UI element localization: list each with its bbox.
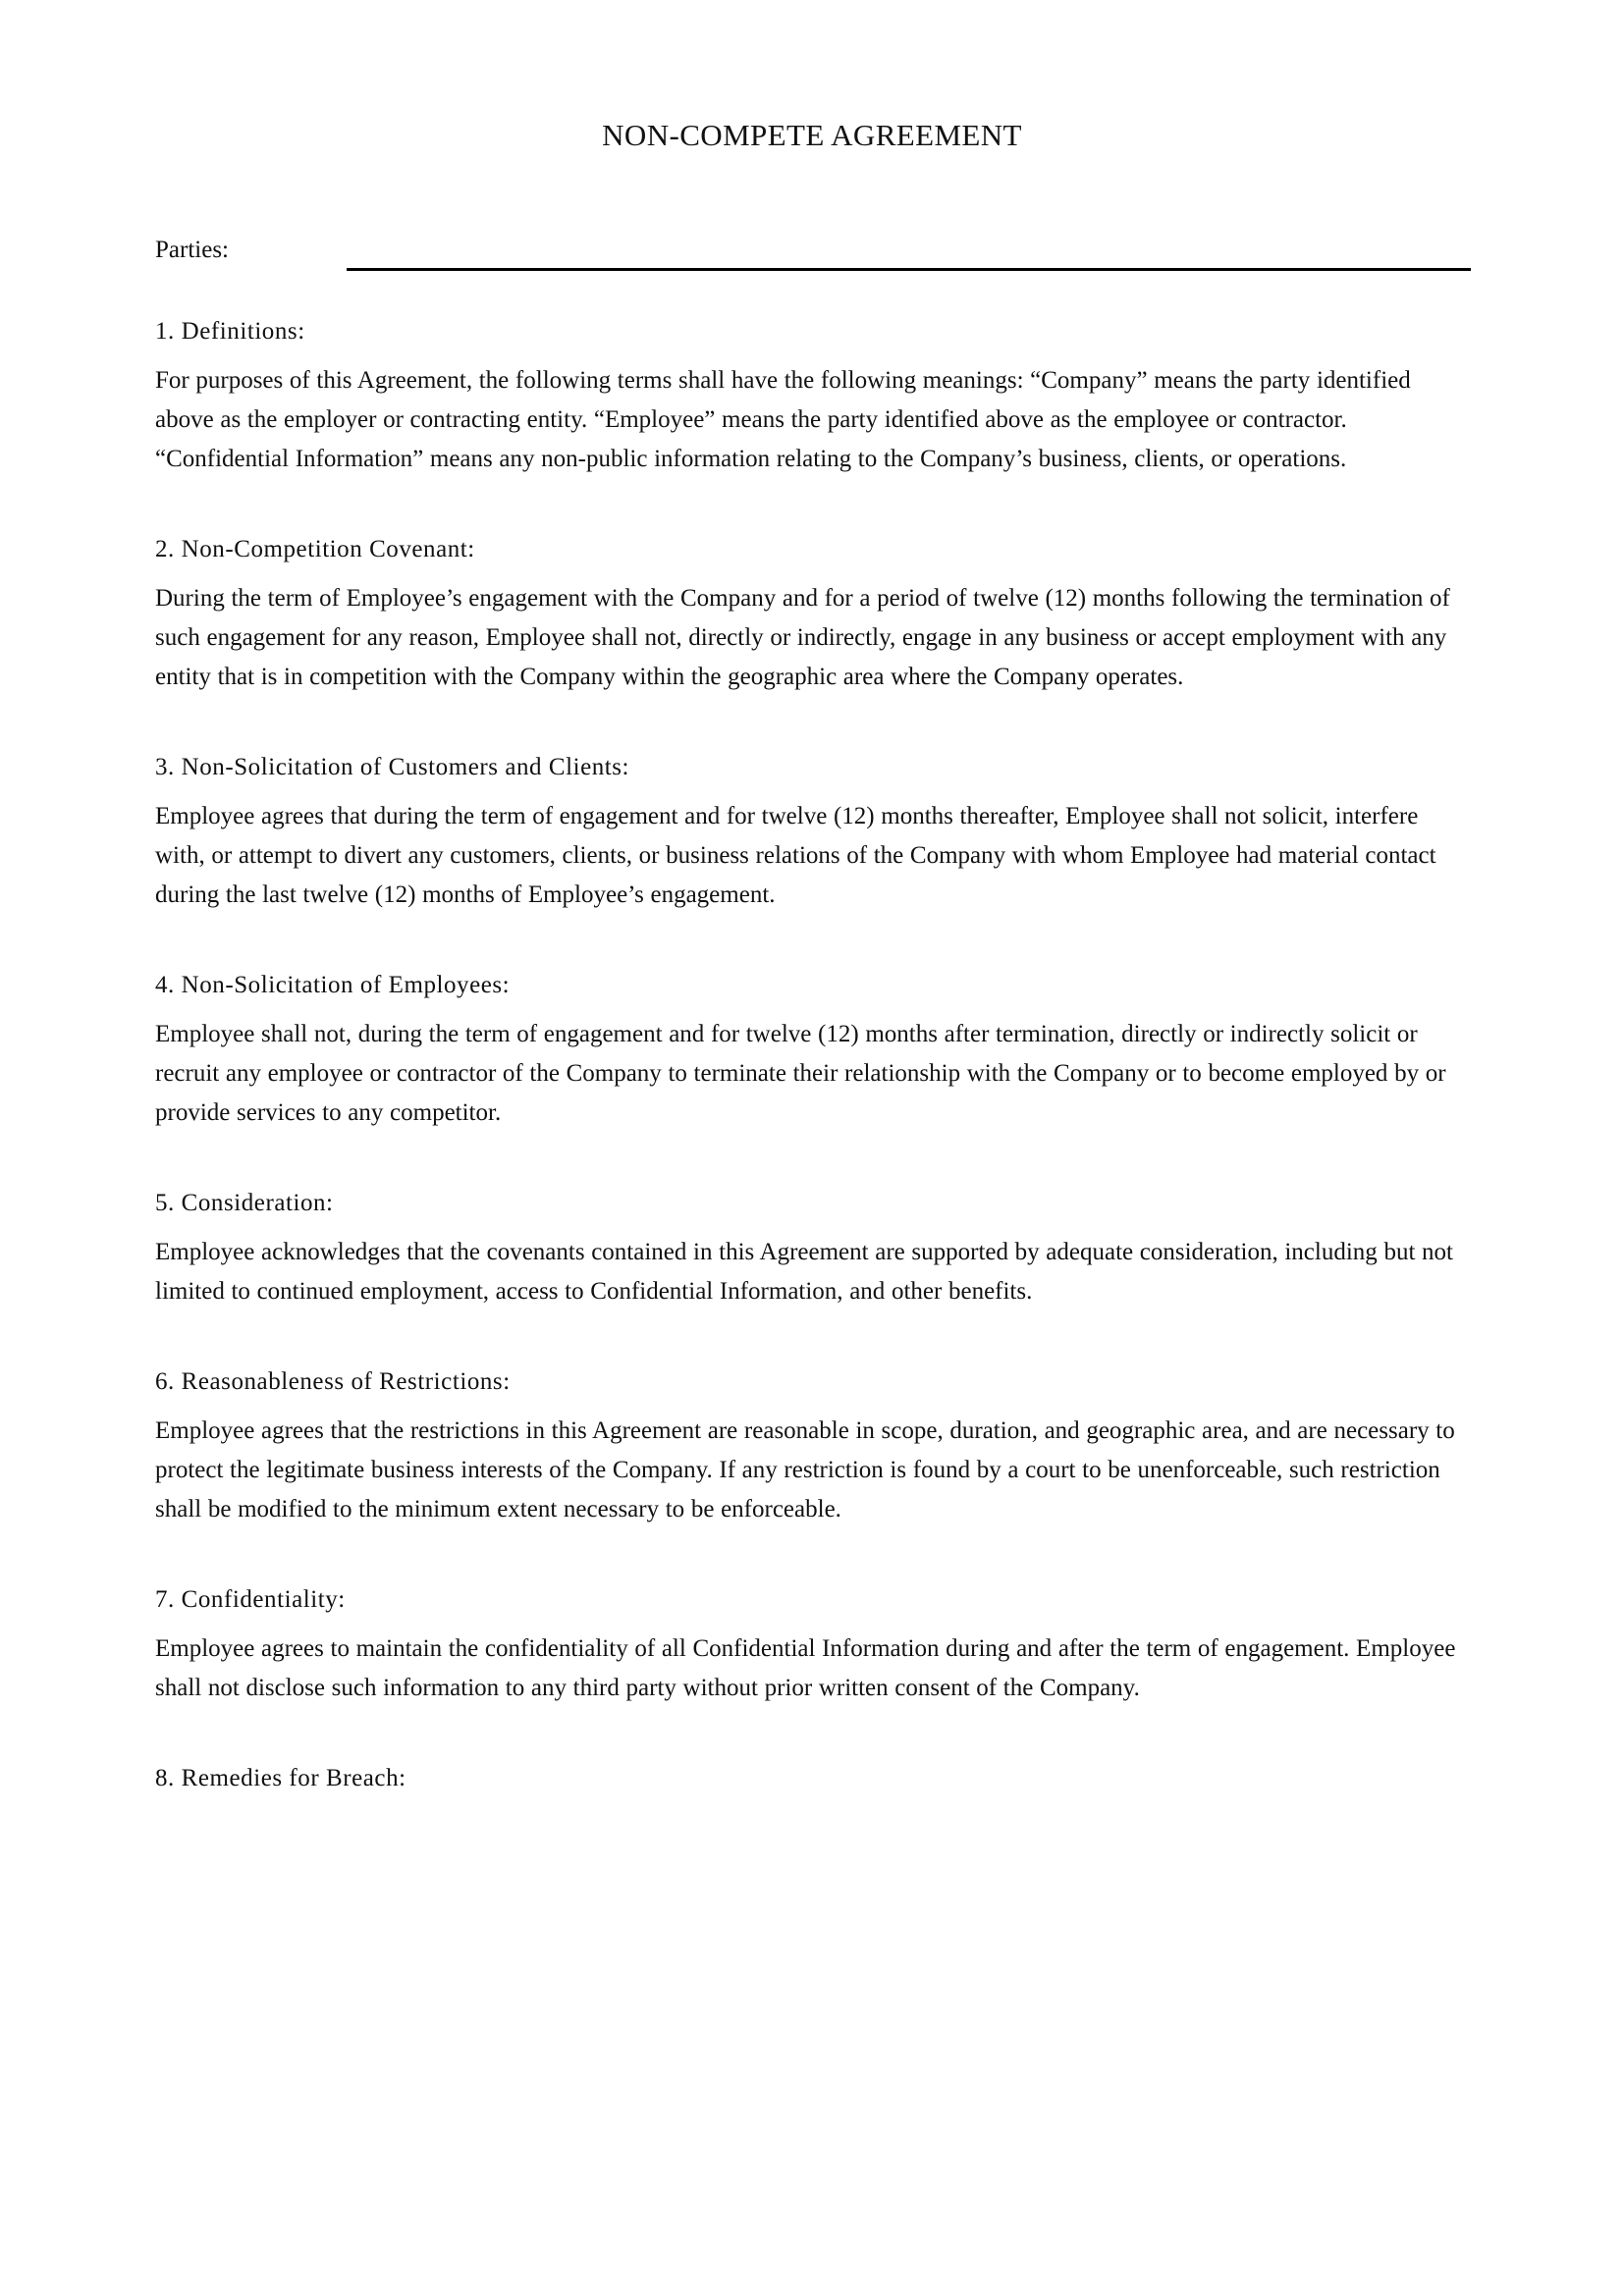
section-body: Employee agrees to maintain the confidentiality of all Confidential Information during and after the term of engagement. Employee shall not disclose such information to any third party without prior written consent of the Company. — [155, 1635, 1456, 1701]
section-heading: 8. Remedies for Breach: — [155, 1765, 406, 1791]
section-heading: 7. Confidentiality: — [155, 1586, 346, 1613]
document-section — [155, 1362, 1469, 1529]
document-section — [155, 748, 1469, 915]
document-body — [155, 312, 1469, 1808]
section-body: For purposes of this Agreement, the following terms shall have the following meanings: “Company” means the party identified above as the employer or contracting entity. “Employee” means the party identified above as the employee or contractor. “Confidential Information” means any non-public information relating to the Company’s business, clients, or operations. — [155, 367, 1411, 472]
section-heading: 4. Non-Solicitation of Employees: — [155, 972, 511, 998]
section-body: Employee agrees that the restrictions in this Agreement are reasonable in scope, duration, and geographic area, and are necessary to protect the legitimate business interests of the Company. If any restriction is found by a court to be unenforceable, such restriction shall be modified to the minimum extent necessary to be enforceable. — [155, 1417, 1455, 1522]
section-body: Employee shall not, during the term of engagement and for twelve (12) months after termination, directly or indirectly solicit or recruit any employee or contractor of the Company to terminate their relationship with the Company or to become employed by or provide services to any competitor. — [155, 1021, 1446, 1126]
document-section — [155, 966, 1469, 1133]
document-section — [155, 1759, 1469, 1798]
section-heading: 3. Non-Solicitation of Customers and Clients: — [155, 754, 630, 780]
document-section — [155, 1184, 1469, 1311]
page-title: NON-COMPETE AGREEMENT — [602, 118, 1022, 152]
document-section — [155, 312, 1469, 479]
section-body: Employee agrees that during the term of engagement and for twelve (12) months thereafter, Employee shall not solicit, interfere with, or attempt to divert any customers, clients, or business relations of the Company with whom Employee had material contact during the last twelve (12) months of Employee’s engagement. — [155, 803, 1436, 908]
section-body: During the term of Employee’s engagement with the Company and for a period of twelve (12) months following the termination of such engagement for any reason, Employee shall not, directly or indirectly, engage in any business or accept employment with any entity that is in competition with the Company within the geographic area where the Company operates. — [155, 585, 1450, 690]
section-body: Employee acknowledges that the covenants contained in this Agreement are supported by adequate consideration, including but not limited to continued employment, access to Confidential Information, and other benefits. — [155, 1239, 1453, 1305]
parties-label: Parties: — [155, 237, 229, 263]
section-heading: 5. Consideration: — [155, 1190, 334, 1216]
document-section — [155, 1580, 1469, 1708]
section-heading: 2. Non-Competition Covenant: — [155, 536, 475, 562]
parties-row — [155, 234, 1471, 279]
parties-fill-in-line[interactable] — [347, 268, 1471, 271]
section-heading: 1. Definitions: — [155, 318, 305, 345]
document-section — [155, 530, 1469, 697]
section-heading: 6. Reasonableness of Restrictions: — [155, 1368, 511, 1395]
